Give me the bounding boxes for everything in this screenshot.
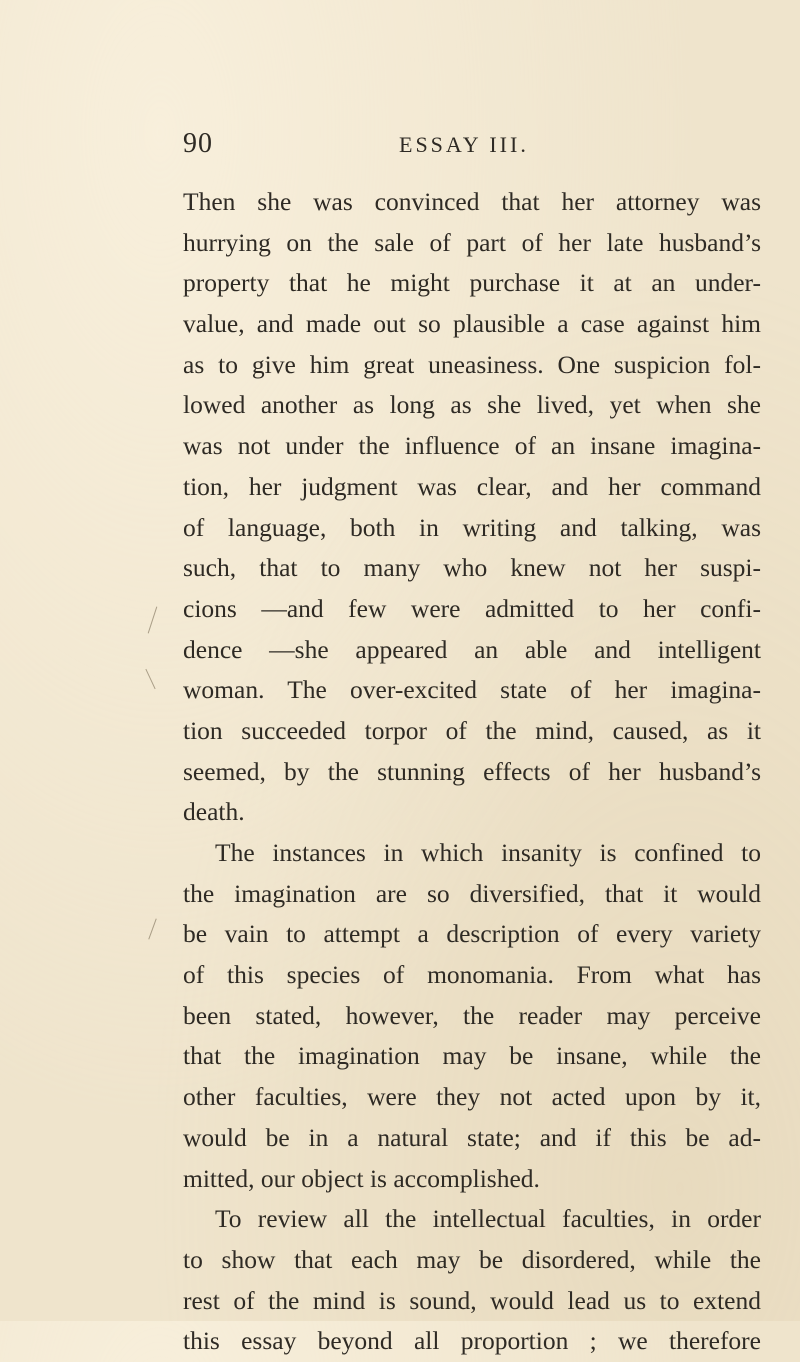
body-text bbox=[183, 182, 761, 1362]
text-line: seemed, by the stunning effects of her husband’s bbox=[183, 756, 761, 786]
margin-pencil-mark bbox=[148, 607, 158, 634]
text-line: been stated, however, the reader may perceive bbox=[183, 1000, 761, 1030]
text-line: dence —she appeared an able and intelligent bbox=[183, 634, 761, 664]
text-line: hurrying on the sale of part of her late husband’s bbox=[183, 227, 761, 257]
text-line: death. bbox=[183, 797, 245, 827]
text-line: woman. The over-excited state of her imagina- bbox=[183, 675, 761, 705]
text-line: of this species of monomania. From what has bbox=[183, 960, 761, 990]
text-line: value, and made out so plausible a case against him bbox=[183, 309, 761, 339]
text-line: cions —and few were admitted to her confi- bbox=[183, 593, 761, 623]
text-line: To review all the intellectual faculties, in order bbox=[215, 1204, 761, 1234]
text-line: would be in a natural state; and if this be ad- bbox=[183, 1122, 761, 1152]
text-line: to show that each may be disordered, while the bbox=[183, 1244, 761, 1274]
text-line: was not under the influence of an insane imagina- bbox=[183, 431, 761, 461]
text-line: tion succeeded torpor of the mind, caused, as it bbox=[183, 715, 761, 745]
essay-title: ESSAY III. bbox=[399, 132, 529, 157]
text-line: be vain to attempt a description of every variety bbox=[183, 919, 761, 949]
text-line: other faculties, were they not acted upon by it, bbox=[183, 1082, 761, 1112]
page-number: 90 bbox=[183, 128, 213, 159]
margin-pencil-mark bbox=[148, 918, 156, 939]
text-line: that the imagination may be insane, while the bbox=[183, 1041, 761, 1071]
text-line: tion, her judgment was clear, and her command bbox=[183, 471, 761, 501]
text-line: as to give him great uneasiness. One suspicion fol- bbox=[183, 349, 761, 379]
margin-pencil-mark bbox=[145, 669, 155, 689]
text-line: Then she was convinced that her attorney was bbox=[183, 187, 761, 216]
text-line: the imagination are so diversified, that it would bbox=[183, 878, 761, 908]
text-line: The instances in which insanity is confined to bbox=[215, 838, 761, 867]
text-line: rest of the mind is sound, would lead us to extend bbox=[183, 1285, 761, 1315]
text-line: lowed another as long as she lived, yet when she bbox=[183, 390, 761, 420]
text-line: such, that to many who knew not her suspi- bbox=[183, 553, 761, 583]
text-line: property that he might purchase it at an under- bbox=[183, 268, 761, 298]
running-head bbox=[183, 128, 743, 168]
text-line: of language, both in writing and talking, was bbox=[183, 512, 761, 542]
text-line: this essay beyond all proportion ; we therefore bbox=[183, 1326, 761, 1356]
text-line: mitted, our object is accomplished. bbox=[183, 1163, 540, 1193]
